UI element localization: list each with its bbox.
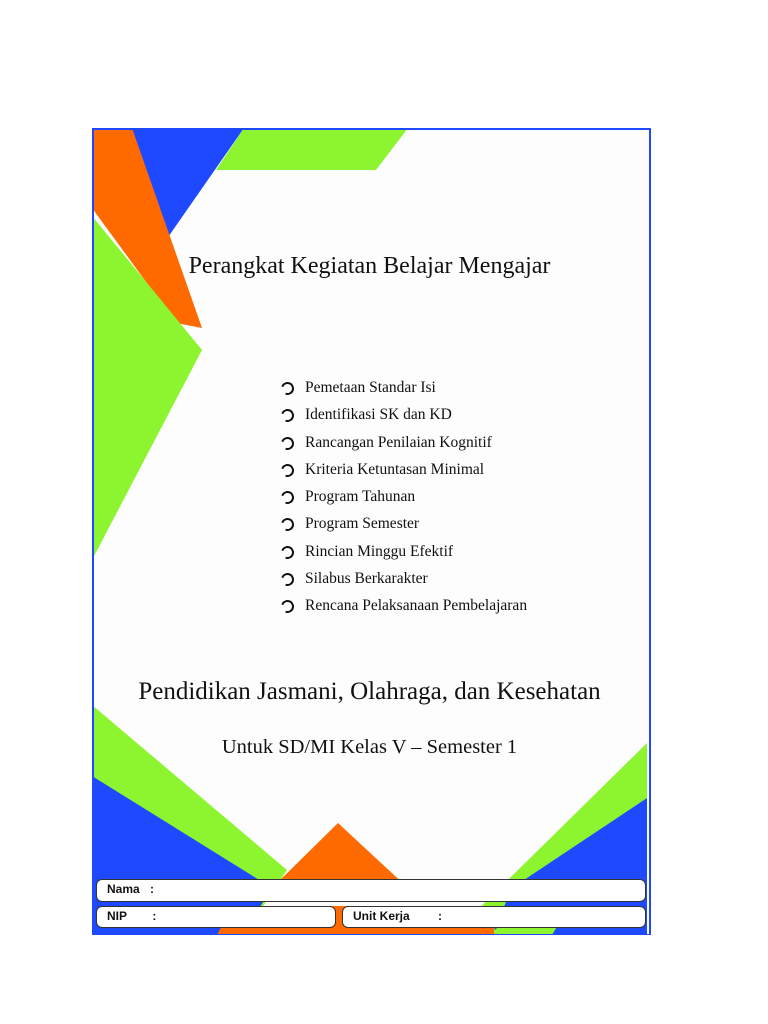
list-item-label: Program Tahunan: [305, 488, 416, 506]
list-item: [279, 487, 527, 514]
list-item-label: Identifikasi SK dan KD: [305, 406, 452, 424]
subject-title: Pendidikan Jasmani, Olahraga, dan Kesehatan: [138, 678, 601, 705]
list-item-label: Rencana Pelaksanaan Pembelajaran: [305, 597, 528, 615]
contents-list: [279, 378, 527, 624]
grade-subtitle: Untuk SD/MI Kelas V – Semester 1: [221, 736, 518, 758]
document-cover: [92, 128, 651, 935]
list-item: [279, 460, 527, 487]
list-item-label: Program Semester: [305, 515, 420, 533]
unit-kerja-field[interactable]: [342, 906, 646, 928]
list-item-label: Pemetaan Standar Isi: [305, 379, 436, 396]
unit-kerja-label: Unit Kerja: [353, 909, 410, 923]
nama-field[interactable]: [96, 879, 646, 902]
list-item-label: Rincian Minggu Efektif: [305, 542, 454, 560]
circle-bullet-icon: [279, 598, 296, 615]
main-title: Perangkat Kegiatan Belajar Mengajar: [188, 253, 551, 279]
circle-bullet-icon: [279, 489, 296, 506]
list-item-label: Silabus Berkarakter: [305, 570, 428, 588]
list-item: [279, 433, 527, 460]
list-item-label: Kriteria Ketuntasan Minimal: [305, 460, 485, 478]
list-item: [279, 405, 527, 432]
circle-bullet-icon: [279, 380, 296, 397]
circle-bullet-icon: [279, 407, 296, 424]
circle-bullet-icon: [279, 462, 296, 479]
list-item: [279, 569, 527, 596]
unit-kerja-colon: :: [438, 909, 443, 923]
nama-colon: :: [150, 882, 155, 896]
circle-bullet-icon: [279, 544, 296, 561]
nip-label: NIP: [107, 909, 128, 923]
circle-bullet-icon: [279, 516, 296, 533]
nip-colon: :: [152, 909, 157, 923]
list-item: [279, 596, 527, 623]
nama-label: Nama: [107, 882, 140, 896]
list-item: [279, 378, 527, 405]
green-banner-top: [216, 128, 408, 170]
circle-bullet-icon: [279, 434, 296, 451]
nip-field[interactable]: [96, 906, 336, 928]
list-item: [279, 542, 527, 569]
list-item-label: Rancangan Penilaian Kognitif: [305, 433, 492, 451]
circle-bullet-icon: [279, 571, 296, 588]
list-item: [279, 514, 527, 541]
